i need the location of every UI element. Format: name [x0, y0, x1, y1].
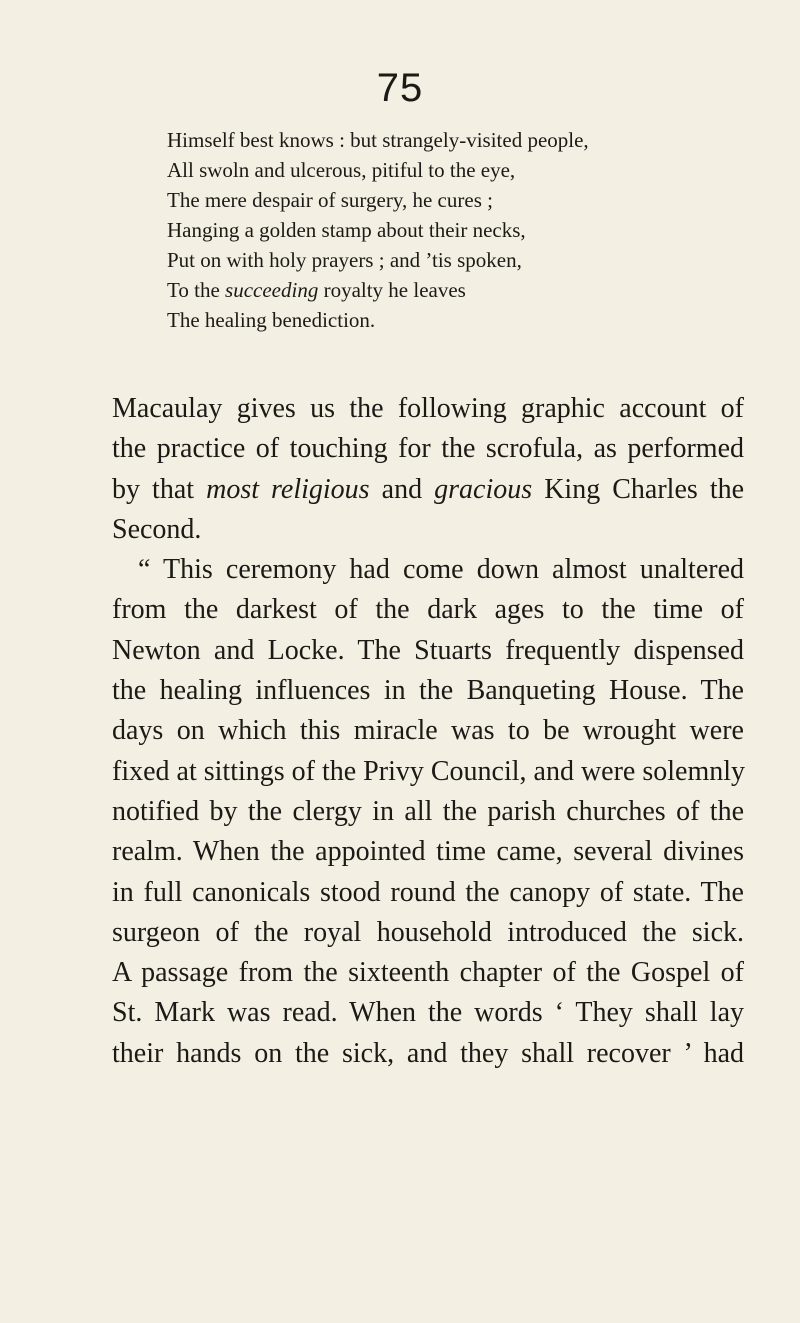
verse-line — [167, 275, 767, 305]
prose-line: the practice of touching for the scrofula, as performed — [112, 433, 744, 465]
verse-quotation — [167, 125, 767, 335]
verse-line: All swoln and ulcerous, pitiful to the eye, — [167, 158, 516, 182]
prose-line: surgeon of the royal household introduced the sick. — [112, 916, 744, 948]
prose-line: A passage from the sixteenth chapter of the Gospel of — [112, 957, 744, 989]
prose-line — [112, 470, 744, 510]
prose-line: from the darkest of the dark ages to the time of — [112, 594, 744, 626]
prose-line: Second. — [112, 513, 202, 545]
prose-line: Macaulay gives us the following graphic account of — [112, 393, 744, 424]
prose-line: notified by the clergy in all the parish churches of the — [112, 795, 744, 827]
page-number: 75 — [376, 66, 424, 110]
verse-line: Put on with holy prayers ; and ’tis spoken, — [167, 248, 522, 272]
prose-line: fixed at sittings of the Privy Council, and were solemnly — [112, 755, 746, 787]
prose-body — [112, 389, 744, 1074]
verse-line: The mere despair of surgery, he cures ; — [167, 188, 493, 212]
prose-line: St. Mark was read. When the words ‘ They shall lay — [112, 997, 744, 1029]
prose-text: King Charles the — [544, 473, 745, 505]
prose-line: in full canonicals stood round the canopy of state. The — [112, 876, 744, 908]
prose-italic-text: most religious — [206, 473, 370, 505]
verse-italic-text: succeeding — [225, 278, 319, 302]
verse-line: Hanging a golden stamp about their necks, — [167, 218, 526, 242]
prose-line: Newton and Locke. The Stuarts frequently dispensed — [112, 634, 744, 666]
prose-line: the healing influences in the Banqueting House. The — [112, 675, 744, 707]
prose-line: “ This ceremony had come down almost unaltered — [138, 554, 744, 586]
prose-text: by that — [112, 473, 195, 505]
prose-line: realm. When the appointed time came, several divines — [112, 836, 744, 868]
prose-text: and — [381, 473, 423, 505]
verse-text: To the — [167, 278, 220, 302]
verse-text: royalty he leaves — [323, 278, 466, 302]
prose-line: their hands on the sick, and they shall recover ’ had — [112, 1037, 744, 1069]
verse-line: The healing benediction. — [167, 308, 376, 332]
verse-line: Himself best knows : but strangely-visited people, — [167, 128, 589, 152]
prose-italic-text: gracious — [434, 473, 533, 505]
prose-line: days on which this miracle was to be wrought were — [112, 715, 744, 747]
